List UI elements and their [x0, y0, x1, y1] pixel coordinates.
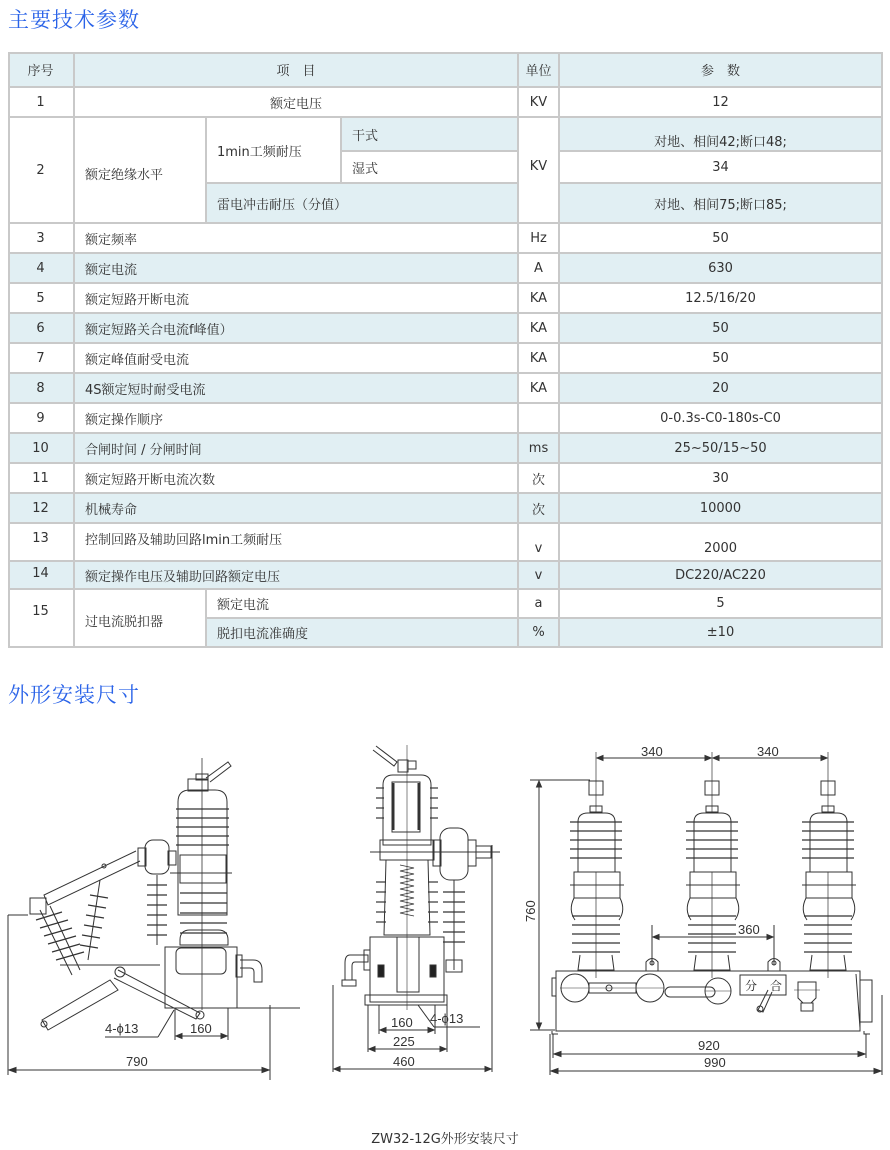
drawing-caption: ZW32-12G外形安装尺寸 [371, 1132, 519, 1147]
row-15-sub1-unit: a [519, 590, 560, 619]
side-view-drawing [0, 740, 310, 1085]
row-7-value: 50 [560, 344, 883, 374]
row-11-value: 30 [560, 464, 883, 494]
row-7-item: 额定峰值耐受电流 [75, 344, 519, 374]
row-9-unit [519, 404, 560, 434]
row-5-unit: KA [519, 284, 560, 314]
row-6-item: 额定短路关合电流f峰值） [75, 314, 519, 344]
row-8-item: 4S额定短时耐受电流 [75, 374, 519, 404]
row-4-no: 4 [8, 254, 75, 284]
row-13-value: 2000 [560, 524, 883, 562]
row-4-unit: A [519, 254, 560, 284]
row-15-sub1-label: 额定电流 [207, 590, 519, 619]
close-indicator-label: 合 [770, 979, 783, 993]
row-2-no: 2 [8, 118, 75, 224]
row-8-unit: KA [519, 374, 560, 404]
row-2-wet-value: 34 [560, 152, 883, 184]
row-5-value: 12.5/16/20 [560, 284, 883, 314]
row-2-lightning-value: 对地、相间75;断口85; [560, 184, 883, 224]
row-15-no: 15 [8, 590, 75, 648]
row-6-no: 6 [8, 314, 75, 344]
end-dim-160: 160 [391, 1015, 413, 1030]
header-value: 参 数 [560, 52, 883, 88]
row-13-unit: v [519, 524, 560, 562]
row-1-item: 额定电压 [75, 88, 519, 118]
side-dim-790: 790 [126, 1054, 148, 1069]
pole-2 [686, 781, 740, 970]
row-8-no: 8 [8, 374, 75, 404]
header-no: 序号 [8, 52, 75, 88]
end-dim-225: 225 [393, 1034, 415, 1049]
row-4-value: 630 [560, 254, 883, 284]
technical-params-table [8, 52, 883, 648]
row-9-no: 9 [8, 404, 75, 434]
row-2-unit: KV [519, 118, 560, 224]
row-12-no: 12 [8, 494, 75, 524]
row-1-no: 1 [8, 88, 75, 118]
header-unit: 单位 [519, 52, 560, 88]
front-dim-760: 760 [523, 900, 538, 922]
front-dim-360: 360 [738, 922, 760, 937]
row-9-item: 额定操作顺序 [75, 404, 519, 434]
row-15-sub2-value: ±10 [560, 619, 883, 648]
row-13-item: 控制回路及辅助回路lmin工频耐压 [75, 524, 519, 562]
end-hole-label: 4-ϕ13 [430, 1011, 464, 1026]
row-14-value: DC220/AC220 [560, 562, 883, 590]
pole-3 [802, 781, 856, 970]
row-14-item: 额定操作电压及辅助回路额定电压 [75, 562, 519, 590]
pole-1 [570, 781, 624, 970]
row-11-item: 额定短路开断电流次数 [75, 464, 519, 494]
row-6-unit: KA [519, 314, 560, 344]
row-7-no: 7 [8, 344, 75, 374]
row-12-item: 机械寿命 [75, 494, 519, 524]
row-3-no: 3 [8, 224, 75, 254]
row-13-no: 13 [8, 524, 75, 562]
front-view-drawing [520, 740, 890, 1075]
front-dim-920: 920 [698, 1038, 720, 1053]
row-14-no: 14 [8, 562, 75, 590]
row-15-item: 过电流脱扣器 [75, 590, 207, 648]
row-7-unit: KA [519, 344, 560, 374]
row-15-sub2-unit: % [519, 619, 560, 648]
row-2-lightning-label: 雷电冲击耐压（分值） [207, 184, 519, 224]
front-dim-340-left: 340 [641, 744, 663, 759]
row-14-unit: v [519, 562, 560, 590]
row-6-value: 50 [560, 314, 883, 344]
row-12-unit: 次 [519, 494, 560, 524]
section-title-dimensions: 外形安装尺寸 [8, 683, 140, 707]
row-3-value: 50 [560, 224, 883, 254]
row-15-sub1-value: 5 [560, 590, 883, 619]
row-3-item: 额定频率 [75, 224, 519, 254]
row-1-unit: KV [519, 88, 560, 118]
section-title-technical-params: 主要技术参数 [8, 8, 140, 32]
row-11-unit: 次 [519, 464, 560, 494]
row-5-item: 额定短路开断电流 [75, 284, 519, 314]
row-10-no: 10 [8, 434, 75, 464]
open-indicator-label: 分 [745, 979, 758, 993]
side-dim-160: 160 [190, 1021, 212, 1036]
row-4-item: 额定电流 [75, 254, 519, 284]
row-10-value: 25~50/15~50 [560, 434, 883, 464]
row-15-sub2-label: 脱扣电流准确度 [207, 619, 519, 648]
header-item: 项 目 [75, 52, 519, 88]
row-8-value: 20 [560, 374, 883, 404]
front-dim-340-right: 340 [757, 744, 779, 759]
row-10-unit: ms [519, 434, 560, 464]
row-5-no: 5 [8, 284, 75, 314]
front-dim-990: 990 [704, 1055, 726, 1070]
row-2-item: 额定绝缘水平 [75, 118, 207, 224]
row-11-no: 11 [8, 464, 75, 494]
row-2-dry-label: 干式 [342, 118, 519, 152]
row-2-wet-label: 湿式 [342, 152, 519, 184]
row-1-value: 12 [560, 88, 883, 118]
end-view-drawing [325, 740, 505, 1075]
row-2-subgroup-1min: 1min工频耐压 [207, 118, 342, 184]
side-hole-label: 4-ϕ13 [105, 1021, 139, 1036]
row-2-dry-value: 对地、相间42;断口48; [560, 118, 883, 152]
row-3-unit: Hz [519, 224, 560, 254]
row-12-value: 10000 [560, 494, 883, 524]
end-dim-460: 460 [393, 1054, 415, 1069]
row-9-value: 0-0.3s-C0-180s-C0 [560, 404, 883, 434]
row-10-item: 合闸时间 / 分闸时间 [75, 434, 519, 464]
